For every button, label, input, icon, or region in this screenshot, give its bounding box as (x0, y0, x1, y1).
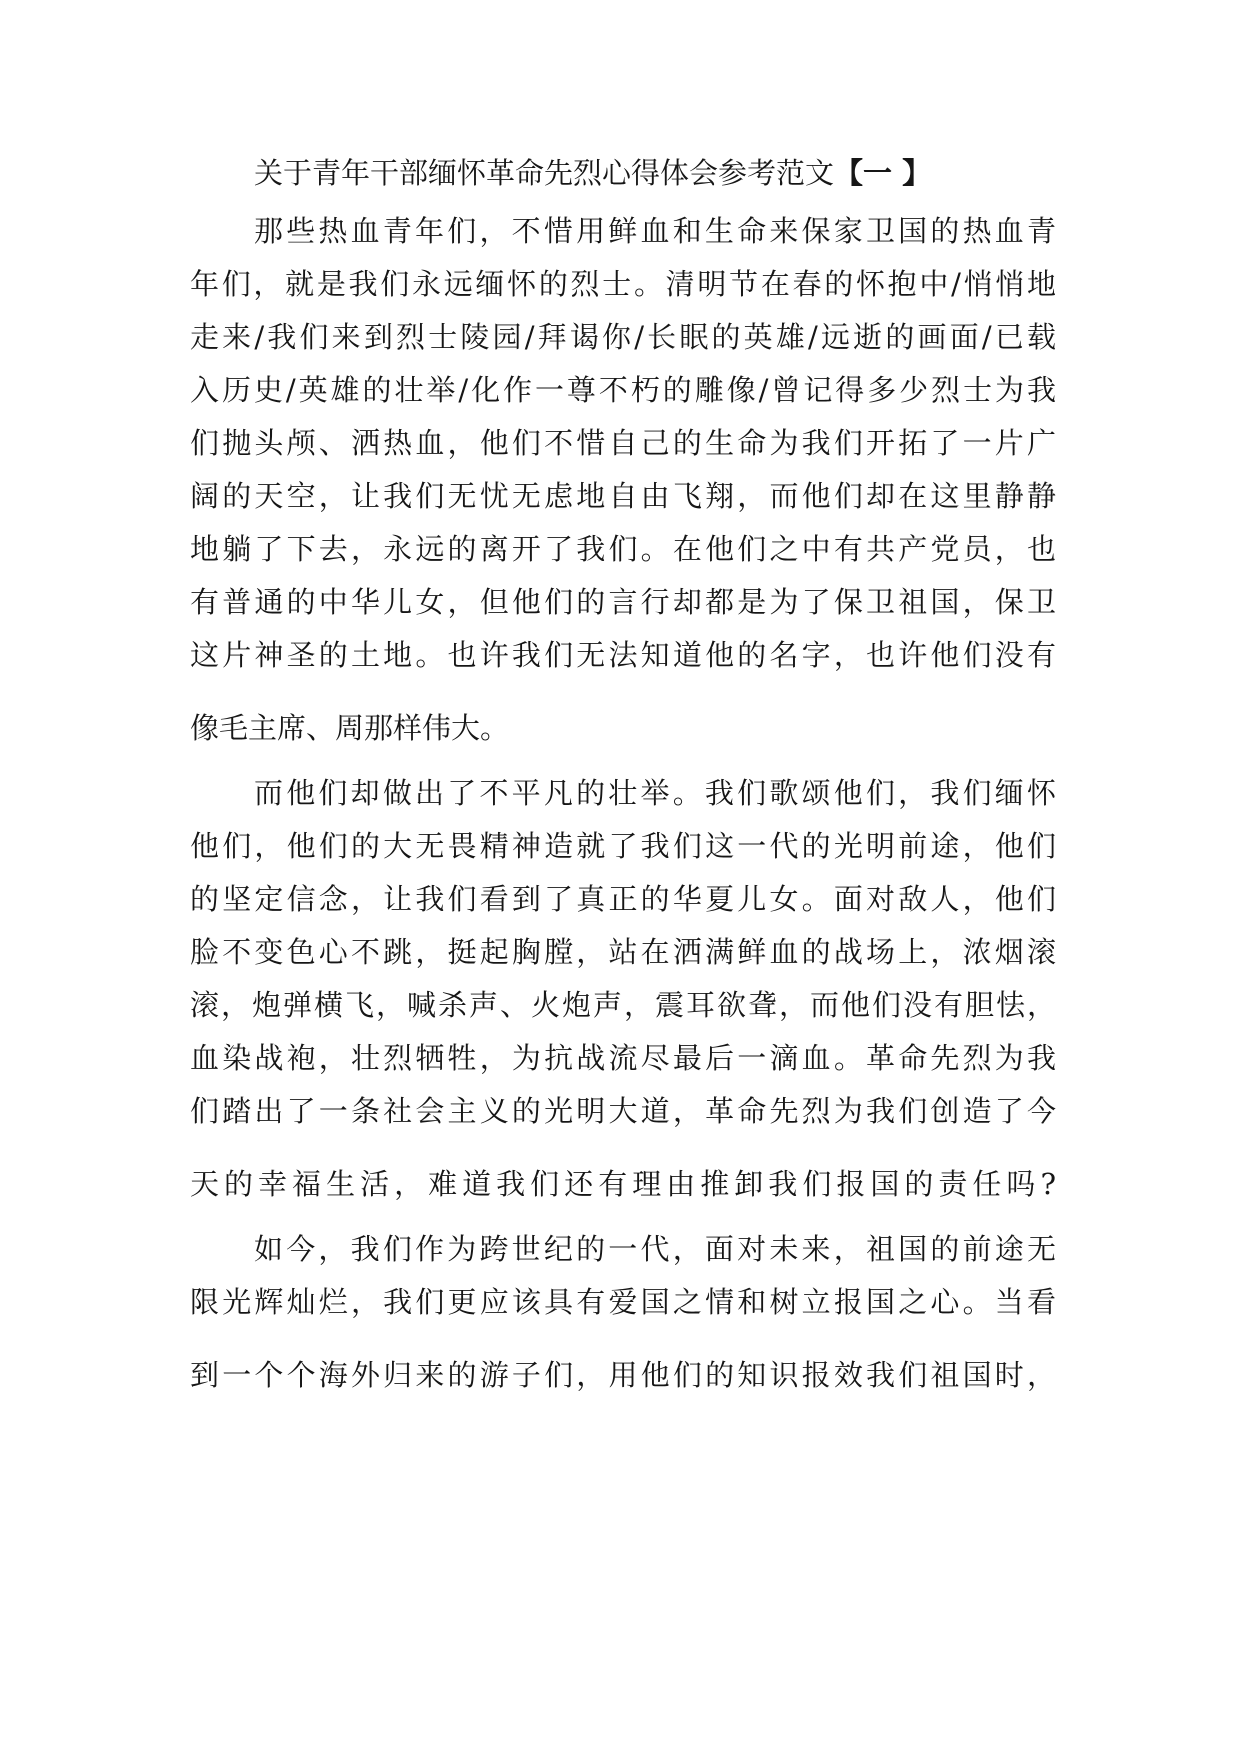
paragraph-1-line: 有普通的中华儿女，但他们的言行却都是为了保卫祖国，保卫 (190, 585, 1056, 619)
paragraph-2-line: 他们，他们的大无畏精神造就了我们这一代的光明前途，他们 (190, 829, 1056, 863)
paragraph-1-line: 这片神圣的土地。也许我们无法知道他的名字，也许他们没有 (190, 638, 1056, 672)
paragraph-1-line: 像毛主席、周那样伟大。 (190, 711, 510, 745)
paragraph-2-line: 脸不变色心不跳，挺起胸膛，站在洒满鲜血的战场上，浓烟滚 (190, 935, 1056, 969)
paragraph-2-line: 们踏出了一条社会主义的光明大道，革命先烈为我们创造了今 (190, 1094, 1056, 1128)
paragraph-3-line: 如今，我们作为跨世纪的一代，面对未来，祖国的前途无 (254, 1232, 1056, 1266)
paragraph-1-line: 地躺了下去，永远的离开了我们。在他们之中有共产党员，也 (190, 532, 1056, 566)
paragraph-1-line: 入历史/英雄的壮举/化作一尊不朽的雕像/曾记得多少烈士为我 (190, 373, 1056, 407)
paragraph-2-line: 血染战袍，壮烈牺牲，为抗战流尽最后一滴血。革命先烈为我 (190, 1041, 1056, 1075)
paragraph-1-line: 年们，就是我们永远缅怀的烈士。清明节在春的怀抱中/悄悄地 (190, 267, 1056, 301)
paragraph-2-line: 的坚定信念，让我们看到了真正的华夏儿女。面对敌人，他们 (190, 882, 1056, 916)
paragraph-3-line: 到一个个海外归来的游子们，用他们的知识报效我们祖国时， (190, 1358, 1056, 1392)
document-body (190, 147, 1056, 1402)
paragraph-2 (190, 767, 1056, 1211)
paragraph-2-line: 天的幸福生活，难道我们还有理由推卸我们报国的责任吗? (190, 1167, 1056, 1201)
paragraph-2-line: 而他们却做出了不平凡的壮举。我们歌颂他们，我们缅怀 (254, 776, 1056, 810)
paragraph-1 (190, 205, 1056, 755)
paragraph-1-line: 走来/我们来到烈士陵园/拜谒你/长眠的英雄/远逝的画面/已载 (190, 320, 1056, 354)
paragraph-1-line: 那些热血青年们，不惜用鲜血和生命来保家卫国的热血青 (254, 214, 1056, 248)
paragraph-2-line: 滚，炮弹横飞，喊杀声、火炮声，震耳欲聋，而他们没有胆怯， (190, 988, 1056, 1022)
paragraph-3 (190, 1223, 1056, 1402)
paragraph-3-line: 限光辉灿烂，我们更应该具有爱国之情和树立报国之心。当看 (190, 1285, 1056, 1319)
paragraph-1-line: 们抛头颅、洒热血，他们不惜自己的生命为我们开拓了一片广 (190, 426, 1056, 460)
title-text: 关于青年干部缅怀革命先烈心得体会参考范文 (254, 156, 835, 190)
paragraph-1-line: 阔的天空，让我们无忧无虑地自由飞翔，而他们却在这里静静 (190, 479, 1056, 513)
title-number: 【一 】 (834, 156, 932, 190)
document-title (190, 147, 1056, 200)
